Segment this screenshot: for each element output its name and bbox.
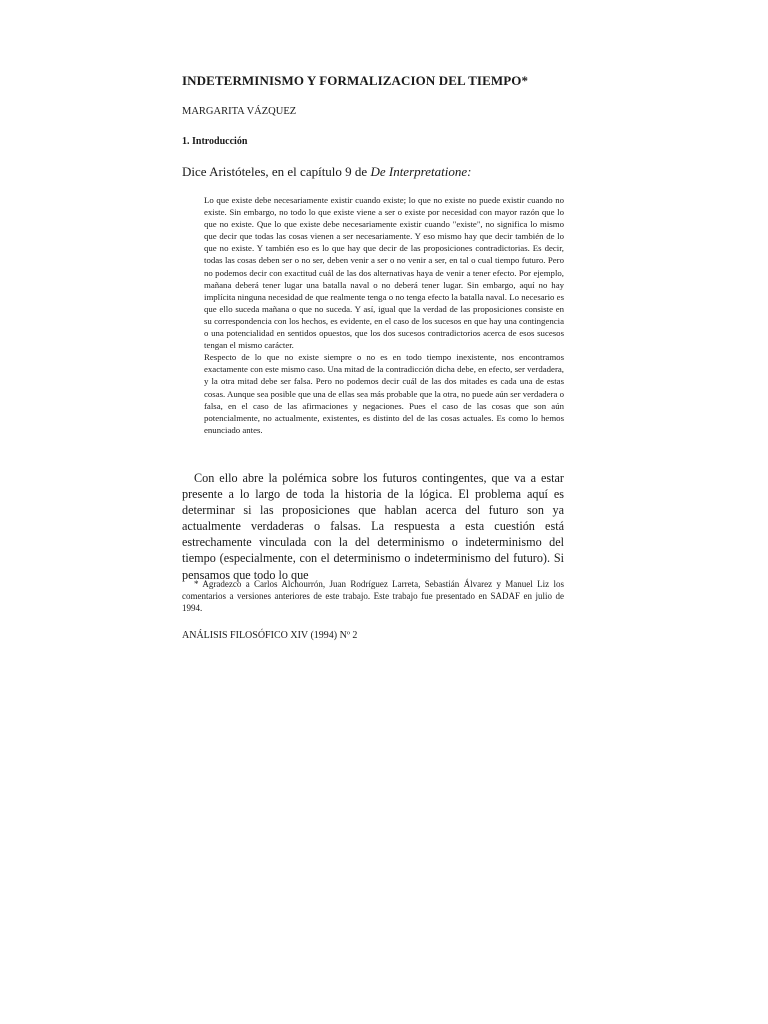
intro-line [182,164,471,180]
intro-work-title: De Interpretatione: [370,164,472,179]
paper-title: INDETERMINISMO Y FORMALIZACION DEL TIEMPO* [182,73,529,88]
footnote-text: * Agradezco a Carlos Alchourrón, Juan Rodríguez Larreta, Sebastián Álvarez y Manuel Liz los comentarios a versiones anteriores de este trabajo. Este trabajo fue presentado en SADAF en julio de 1994. [182,579,564,614]
journal-citation: ANÁLISIS FILOSÓFICO XIV (1994) Nº 2 [182,630,358,641]
quote-paragraph: Lo que existe debe necesariamente existir cuando existe; lo que no existe no puede existir cuando no existe. Sin embargo, no todo lo que existe viene a ser o existe por necesidad con mayor razón que lo que no existe. Que lo que existe debe necesariamente existir cuando "existe", no significa lo mismo que decir que todas las cosas vienen a ser necesariamente. Y eso mismo hay que decir también de lo que no existe. Y también eso es lo que hay que decir de las proposiciones contradictorias. Es decir, todas las cosas deben ser o no ser, deben venir a ser o no venir a ser, en tal o cual tiempo futuro. Pero no podemos decir con exactitud cuál de las dos alternativas haya de venir a tener efecto. Por ejemplo, mañana deberá tener lugar una batalla naval o no deberá tener lugar. Sin embargo, aquí no hay implícita ninguna necesidad de que realmente tenga o no tenga efecto la batalla naval. Lo necesario es que ello suceda mañana o que no suceda. Y así, igual que la verdad de las proposiciones consiste en su correspondencia con los hechos, es evidente, en el caso de los sucesos en que hay una contingencia o una potencialidad en sentidos opuestos, que los dos sucesos contradictorios acerca de esos sucesos tengan el mismo carácter. [204,195,564,351]
footnote [182,578,564,615]
body-paragraph: Con ello abre la polémica sobre los futuros contingentes, que va a estar presente a lo largo de toda la historia de la lógica. El problema aquí es determinar si las proposiciones que hablan acerca del futuro son ya actualmente verdaderas o falsas. La respuesta a esta cuestión está estrechamente vinculada con la del determinismo o indeterminismo del tiempo (especialmente, con el determinismo o indeterminismo del futuro). Si pensamos que todo lo que [182,471,564,582]
body-text [182,470,564,583]
author-name: MARGARITA VÁZQUEZ [182,106,297,117]
aristotle-quote [204,194,564,436]
section-heading: 1. Introducción [182,136,248,147]
quote-paragraph: Respecto de lo que no existe siempre o no es en todo tiempo inexistente, nos encontramos exactamente con este mismo caso. Una mitad de la contradicción dicha debe, en efecto, ser verdadera, y la otra mitad debe ser falsa. Pero no podemos decir cuál de las dos mitades es cada una de estas cosas. Aunque sea posible que una de ellas sea más probable que la otra, no puede aún ser verdadera o falsa, en el caso de las afirmaciones y negaciones. Pues el caso de las cosas que son aún potencialmente, no actualmente, existentes, es distinto del de las cosas actuales. Es como lo hemos enunciado antes. [204,352,564,435]
intro-prefix: Dice Aristóteles, en el capítulo 9 de [182,164,371,179]
